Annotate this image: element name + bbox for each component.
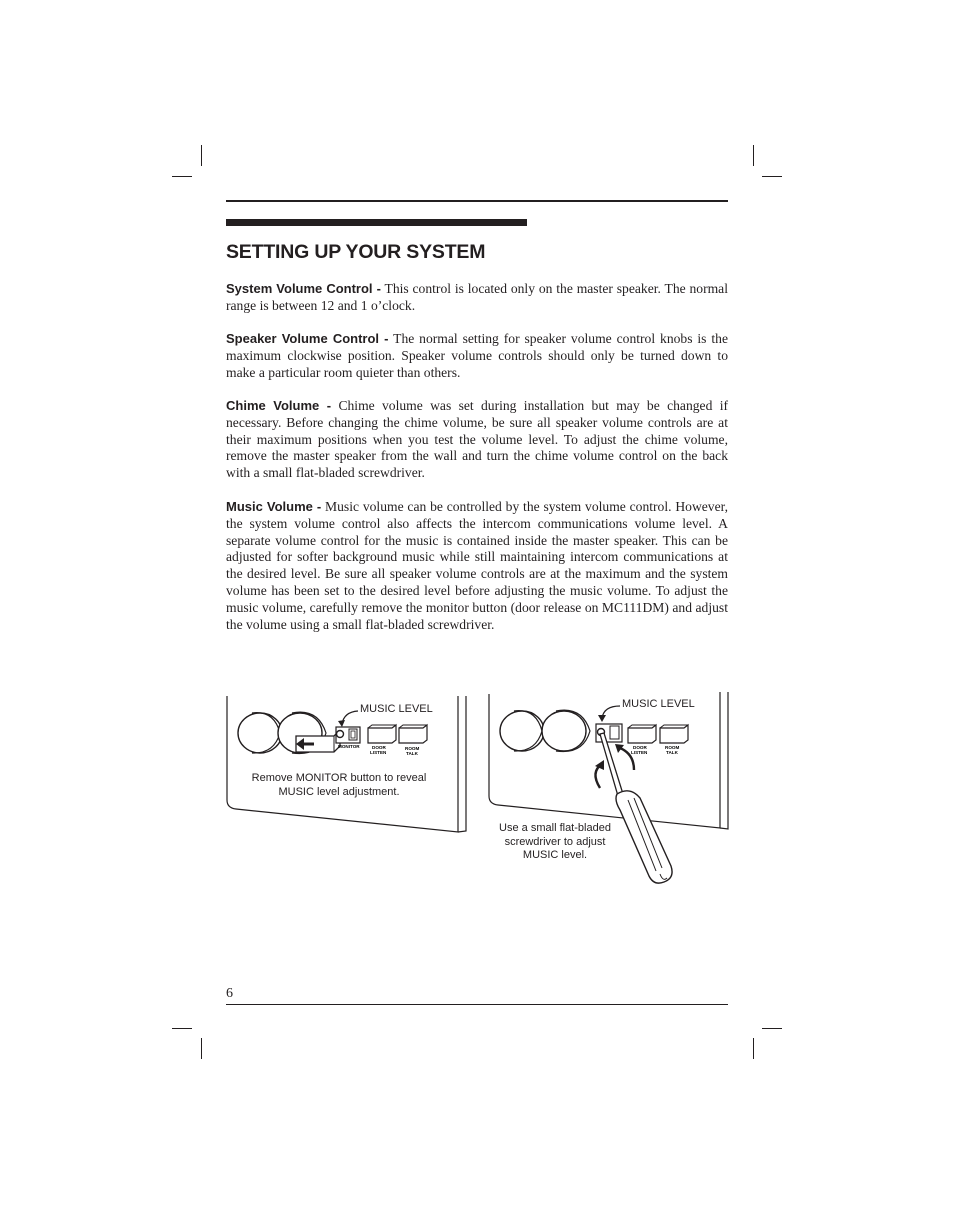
- paragraph-lead: Chime Volume -: [226, 398, 332, 413]
- paragraph-text: The normal setting for speaker volume control knobs is the maximum clockwise position. Speaker volume controls should only be turned down to make a particular room quieter than others.: [226, 331, 728, 380]
- caption-line: Use a small flat-bladed: [499, 822, 611, 834]
- paragraph-text: Music volume can be controlled by the system volume control. However, the system volume control also affects the intercom communications volume level. A separate volume control for the music is contained inside the master speaker. This can be adjusted for softer background music while still maintaining intercom communications at the desired level. Be sure all speaker volume controls are at the maximum and the system volume has been set to the desired level before adjusting the music volume. To adjust the music volume, carefully remove the monitor button (door release on MC111DM) and adjust the volume using a small flat-bladed screwdriver.: [226, 499, 729, 632]
- paragraph-music-volume: [226, 499, 728, 633]
- paragraph-text: Chime volume was set during installation but may be changed if necessary. Before changing the chime volume, be sure all speaker volume controls are at their maximum positions when you test the volume level. To adjust the chime volume, remove the master speaker from the wall and turn the chime volume control on the back with a small flat-bladed screwdriver.: [226, 398, 728, 481]
- paragraph-lead: Speaker Volume Control -: [226, 331, 389, 346]
- button-label-door: DOOR: [372, 745, 386, 750]
- header-bar: [226, 219, 527, 226]
- paragraph-text: This control is located only on the master speaker. The normal range is between 12 and 1 o’clock.: [226, 281, 728, 313]
- crop-mark-top-right-v: [753, 145, 754, 166]
- button-label-monitor: MONITOR: [338, 744, 360, 749]
- caption-line: Remove MONITOR button to reveal: [251, 772, 427, 784]
- caption-line: MUSIC level adjustment.: [278, 785, 400, 798]
- paragraph-chime-volume: [226, 398, 728, 482]
- button-label-room: ROOM: [405, 746, 420, 751]
- crop-mark-bottom-right-h: [762, 1028, 782, 1029]
- paragraph-lead: System Volume Control -: [226, 281, 381, 296]
- button-label-room: ROOM: [665, 745, 680, 750]
- section-title: SETTING UP YOUR SYSTEM: [226, 241, 486, 263]
- button-label-talk: TALK: [406, 751, 418, 756]
- caption-line: MUSIC level.: [522, 849, 588, 861]
- music-level-label-right: MUSIC LEVEL: [622, 698, 695, 710]
- crop-mark-top-left-h: [172, 176, 192, 177]
- button-label-door: DOOR: [633, 745, 647, 750]
- page-number: 6: [226, 986, 233, 1001]
- caption-right: [488, 822, 622, 863]
- crop-mark-bottom-left-v: [201, 1038, 202, 1059]
- crop-mark-top-right-h: [762, 176, 782, 177]
- music-level-label-left: MUSIC LEVEL: [360, 703, 433, 715]
- paragraph-lead: Music Volume -: [226, 499, 322, 514]
- crop-mark-top-left-v: [201, 145, 202, 166]
- footer-rule: [226, 1004, 728, 1005]
- button-label-listen: LISTEN: [631, 750, 648, 755]
- caption-line: screwdriver to adjust: [504, 835, 606, 848]
- button-label-talk: TALK: [666, 750, 678, 755]
- crop-mark-bottom-left-h: [172, 1028, 192, 1029]
- header-rule: [226, 200, 728, 202]
- paragraph-speaker-volume: [226, 331, 728, 381]
- button-label-listen: LISTEN: [370, 750, 387, 755]
- caption-left: [230, 772, 448, 799]
- crop-mark-bottom-right-v: [753, 1038, 754, 1059]
- figure-remove-monitor-button: [222, 690, 472, 835]
- paragraph-system-volume: [226, 281, 728, 315]
